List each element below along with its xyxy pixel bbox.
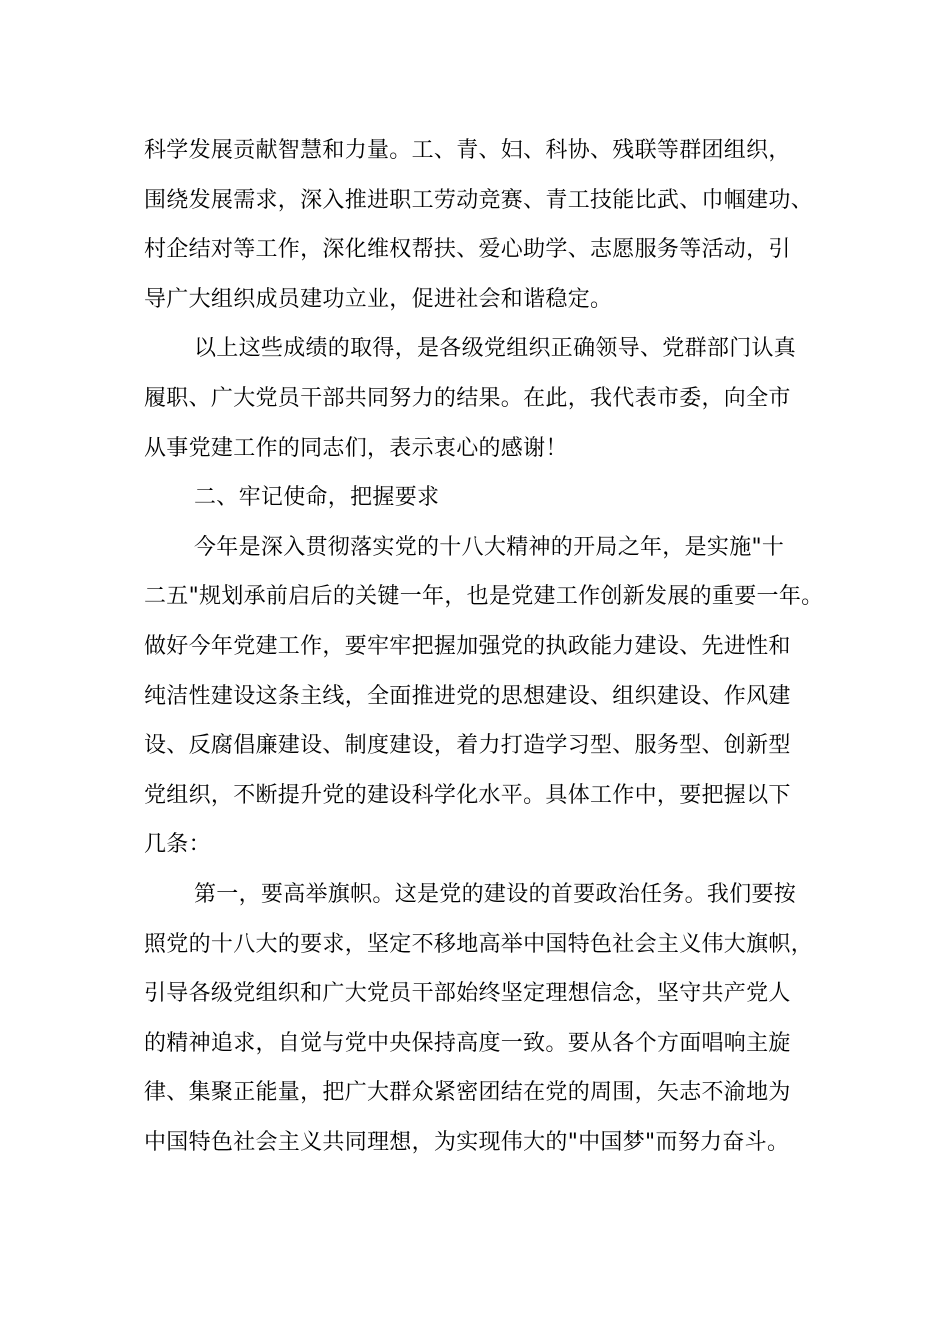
body-text <box>144 126 834 1167</box>
text-line: 党组织，不断提升党的建设科学化水平。具体工作中，要把握以下 <box>144 782 791 808</box>
paragraph-first-line: 第一，要高举旗帜。这是党的建设的首要政治任务。我们要按 <box>194 881 797 907</box>
text-line: 做好今年党建工作，要牢牢把握加强党的执政能力建设、先进性和 <box>144 633 791 659</box>
text-line: 几条： <box>144 832 211 858</box>
text-line: 纯洁性建设这条主线，全面推进党的思想建设、组织建设、作风建 <box>144 683 791 709</box>
text-line: 履职、广大党员干部共同努力的结果。在此，我代表市委，向全市 <box>144 385 791 411</box>
text-line: 的精神追求，自觉与党中央保持高度一致。要从各个方面唱响主旋 <box>144 1030 791 1056</box>
text-line: 二五"规划承前启后的关键一年，也是党建工作创新发展的重要一年。 <box>144 584 824 610</box>
text-line: 中国特色社会主义共同理想，为实现伟大的"中国梦"而努力奋斗。 <box>144 1129 790 1155</box>
text-line: 从事党建工作的同志们，表示衷心的感谢！ <box>144 435 568 461</box>
text-line: 围绕发展需求，深入推进职工劳动竞赛、青工技能比武、巾帼建功、 <box>144 187 814 213</box>
text-line: 引导各级党组织和广大党员干部始终坚定理想信念，坚守共产党人 <box>144 981 791 1007</box>
section-heading: 二、牢记使命，把握要求 <box>194 485 440 511</box>
text-line: 律、集聚正能量，把广大群众紧密团结在党的周围，矢志不渝地为 <box>144 1080 791 1106</box>
text-line: 导广大组织成员建功立业，促进社会和谐稳定。 <box>144 286 613 312</box>
text-line: 村企结对等工作，深化维权帮扶、爱心助学、志愿服务等活动，引 <box>144 237 791 263</box>
paragraph-first-line: 今年是深入贯彻落实党的十八大精神的开局之年，是实施"十 <box>194 534 785 560</box>
text-line: 科学发展贡献智慧和力量。工、青、妇、科协、残联等群团组织， <box>144 138 791 163</box>
text-line: 设、反腐倡廉建设、制度建设，着力打造学习型、服务型、创新型 <box>144 733 791 759</box>
paragraph-first-line: 以上这些成绩的取得，是各级党组织正确领导、党群部门认真 <box>194 336 797 362</box>
text-line: 照党的十八大的要求，坚定不移地高举中国特色社会主义伟大旗帜， <box>144 931 814 957</box>
